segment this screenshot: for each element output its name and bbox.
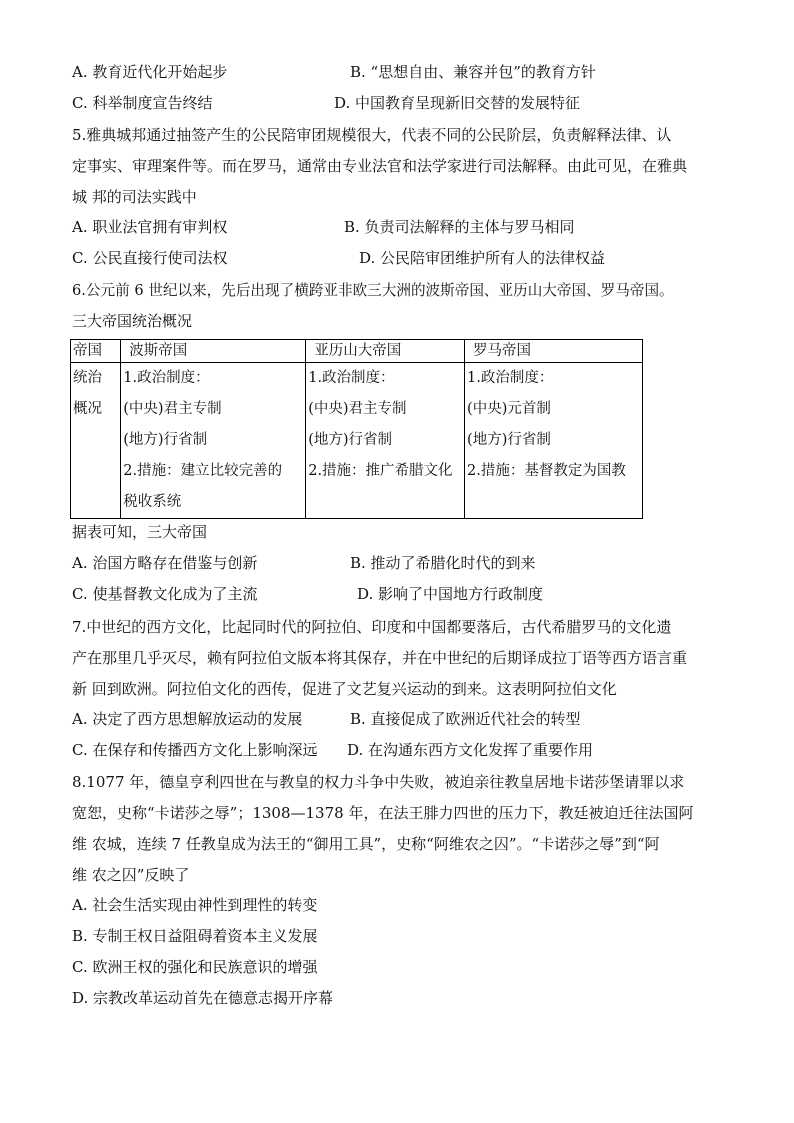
- table-header-row: [71, 340, 643, 363]
- q8-stem-line: 维 农之囚”反映了: [72, 866, 190, 884]
- alexander-cell: [306, 363, 465, 519]
- q8-option-a: A. 社会生活实现由神性到理性的转变: [72, 896, 318, 914]
- q5-option-d: D. 公民陪审团维护所有人的法律权益: [359, 249, 606, 267]
- q5-option-c: C. 公民直接行使司法权: [72, 249, 228, 267]
- row-label-line: 概况: [73, 401, 102, 417]
- table-header-cell: 罗马帝国: [465, 340, 643, 363]
- q6-option-a: A. 治国方略存在借鉴与创新: [72, 554, 258, 572]
- table-header-cell: 帝国: [71, 340, 121, 363]
- cell-line: (中央)君主专制: [123, 401, 222, 417]
- q5-option-a: A. 职业法官拥有审判权: [72, 218, 228, 236]
- q6-option-b: B. 推动了希腊化时代的到来: [350, 554, 536, 572]
- table-header-cell: 波斯帝国: [121, 340, 306, 363]
- q6-option-d: D. 影响了中国地方行政制度: [357, 585, 544, 603]
- cell-line: (中央)元首制: [467, 401, 551, 417]
- q8-option-d: D. 宗教改革运动首先在德意志揭开序幕: [72, 989, 334, 1007]
- cell-line: 1.政治制度：: [123, 370, 210, 386]
- row-label-line: 统治: [73, 370, 102, 386]
- q8-stem: [72, 767, 734, 891]
- cell-line: 税收系统: [123, 494, 182, 510]
- q7-option-b: B. 直接促成了欧洲近代社会的转型: [350, 710, 581, 728]
- persia-cell: [121, 363, 306, 519]
- q8-option-b: B. 专制王权日益阻碍着资本主义发展: [72, 927, 318, 945]
- rome-cell: [465, 363, 643, 519]
- q5-option-b: B. 负责司法解释的主体与罗马相同: [344, 218, 575, 236]
- q5-stem: [72, 120, 734, 213]
- q7-stem-line: 7.中世纪的西方文化，比起同时代的阿拉伯、印度和中国都要落后，古代希腊罗马的文化遗: [72, 618, 672, 636]
- q8-stem-line: 8.1077 年，德皇亨利四世在与教皇的权力斗争中失败，被迫亲往教皇居地卡诺莎堡请罪以求: [72, 773, 685, 791]
- q4-option-b: B. “思想自由、兼容并包”的教育方针: [350, 63, 596, 81]
- q7-option-d: D. 在沟通东西方文化发挥了重要作用: [347, 741, 594, 759]
- q5-stem-line: 定事实、审理案件等。而在罗马，通常由专业法官和法学家进行司法解释。由此可见，在雅典: [72, 157, 688, 175]
- q7-stem: [72, 612, 734, 705]
- cell-line: 2.措施：建立比较完善的: [123, 463, 283, 479]
- q7-option-a: A. 决定了西方思想解放运动的发展: [72, 710, 303, 728]
- cell-line: 1.政治制度：: [308, 370, 395, 386]
- q6-after-text: 据表可知，三大帝国: [72, 523, 208, 541]
- cell-line: (地方)行省制: [308, 432, 393, 448]
- q8-option-c: C. 欧洲王权的强化和民族意识的增强: [72, 958, 318, 976]
- q4-option-c: C. 科举制度宣告终结: [72, 94, 213, 112]
- q7-stem-line: 新 回到欧洲。阿拉伯文化的西传，促进了文艺复兴运动的到来。这表明阿拉伯文化: [72, 680, 617, 698]
- cell-line: 1.政治制度：: [467, 370, 554, 386]
- q7-option-c: C. 在保存和传播西方文化上影响深远: [72, 741, 318, 759]
- q7-stem-line: 产在那里几乎灭尽，赖有阿拉伯文版本将其保存，并在中世纪的后期译成拉丁语等西方语言重: [72, 649, 688, 667]
- cell-line: (中央)君主专制: [308, 401, 407, 417]
- q5-stem-line: 5.雅典城邦通过抽签产生的公民陪审团规模很大，代表不同的公民阶层，负责解释法律、认: [72, 126, 672, 144]
- q6-option-c: C. 使基督教文化成为了主流: [72, 585, 258, 603]
- q6-stem: [72, 275, 734, 337]
- table-row-label: [71, 363, 121, 519]
- table-row: [71, 363, 643, 519]
- q4-option-a: A. 教育近代化开始起步: [72, 63, 228, 81]
- q5-stem-line: 城 邦的司法实践中: [72, 188, 197, 206]
- q8-stem-line: 宽恕，史称“卡诺莎之辱”；1308—1378 年，在法王腓力四世的压力下，教廷被迫迁往法国阿: [72, 804, 694, 822]
- cell-line: (地方)行省制: [123, 432, 208, 448]
- empire-table: [70, 339, 643, 519]
- cell-line: 2.措施：推广希腊文化: [308, 463, 453, 479]
- cell-line: (地方)行省制: [467, 432, 551, 448]
- q6-table-caption: 三大帝国统治概况: [72, 312, 193, 330]
- q4-option-d: D. 中国教育呈现新旧交替的发展特征: [334, 94, 581, 112]
- table-header-cell: 亚历山大帝国: [306, 340, 465, 363]
- cell-line: 2.措施：基督教定为国教: [467, 463, 626, 479]
- q8-stem-line: 维 农城，连续 7 任教皇成为法王的“御用工具”，史称“阿维农之囚”。“卡诺莎之辱”到“阿: [72, 835, 660, 853]
- q6-stem-line: 6.公元前 6 世纪以来，先后出现了横跨亚非欧三大洲的波斯帝国、亚历山大帝国、罗马帝国。: [72, 282, 674, 299]
